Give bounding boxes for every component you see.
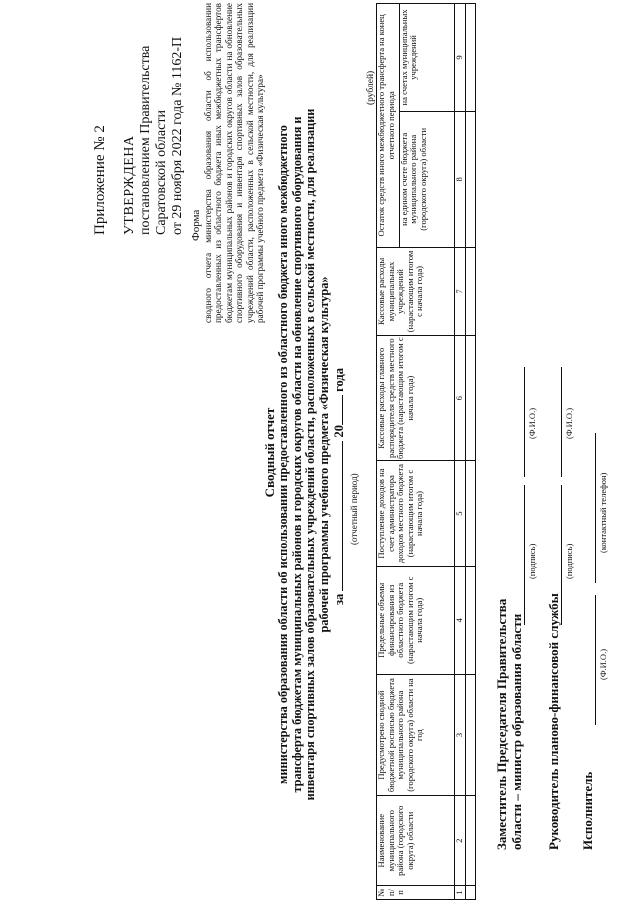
period-suffix: года — [332, 368, 346, 392]
table-cell[interactable] — [466, 885, 476, 899]
approval-line-3: от 29 ноября 2022 года № 1162-П — [170, 36, 185, 235]
approval-stamp — [92, 5, 186, 235]
table-cell[interactable] — [466, 674, 476, 796]
executor-phone-hint: (контактный телефон) — [598, 472, 608, 553]
executor-phone-line[interactable] — [595, 433, 596, 583]
year-blank[interactable] — [342, 395, 343, 425]
column-number: 7 — [454, 247, 466, 335]
header-expenses-institutions: Кассовые расходы муниципальных учреждений (нарастающим итогом с начала года) — [377, 247, 455, 335]
period-hint: (отчетный период) — [349, 473, 359, 545]
form-label: Форма — [190, 209, 202, 241]
column-number: 1 — [454, 885, 466, 899]
table-cell[interactable] — [466, 247, 476, 335]
finance-name-line[interactable] — [561, 367, 562, 477]
executor-name-line[interactable] — [595, 595, 596, 725]
column-number: 3 — [454, 674, 466, 796]
header-expenses-admin: Кассовые расходы главного распорядителя средств местного бюджета (нарастающим итогом с начала года) — [377, 336, 455, 461]
executor-title: Исполнитель — [580, 771, 595, 850]
executor-name-hint: (Ф.И.О.) — [598, 648, 608, 680]
table-header-row — [377, 4, 400, 900]
report-title: Сводный отчет — [262, 407, 277, 498]
reporting-period — [332, 285, 347, 605]
deputy-name-line[interactable] — [524, 367, 525, 477]
column-number: 9 — [454, 4, 466, 112]
deputy-signature-hint: (подпись) — [527, 543, 537, 579]
column-number: 8 — [454, 111, 466, 247]
column-number: 6 — [454, 336, 466, 461]
header-income: Поступление доходов на счет администратора доходов местного бюджета (нарастающим итогом с начала года) — [377, 461, 455, 567]
currency-note: (рублей) — [366, 70, 376, 105]
header-number: № п/п — [377, 885, 455, 899]
approval-line-2: Саратовской области — [154, 110, 169, 235]
table-cell[interactable] — [466, 4, 476, 112]
finance-signature-hint: (подпись) — [564, 543, 574, 579]
deputy-chairman-title — [494, 590, 524, 850]
column-number: 4 — [454, 566, 466, 674]
header-balance-single-account: на едином счете бюджета муниципального района (городского округа) области — [399, 111, 454, 247]
header-planned: Предусмотрено сводной бюджетной росписью бюджета муниципального района (городского округа) области на год — [377, 674, 455, 796]
report-table — [376, 3, 476, 900]
column-number: 2 — [454, 796, 466, 885]
table-cell[interactable] — [466, 796, 476, 885]
finance-head-title: Руководитель планово-финансовой службы — [546, 593, 561, 850]
approval-line-1: постановлением Правительства — [138, 45, 153, 235]
period-year-prefix: 20 — [332, 424, 346, 438]
form-description: сводного отчета министерства образования области об использовании предоставленных из областного бюджета иных межбюджетных трансфертов бюджетам муниципальных районов и городских округов области на обновление спортивного оборудования и инвентаря спортивных залов образовательных учреждений области, расположенных в сельской местности, для реализации рабочей программы учебного предмета «Физическая культура» — [203, 3, 266, 323]
report-heading: министерства образования области об использовании предоставленного из областного бюджета иного межбюджетного трансферта бюджетам муниципальных районов и городских округов области на обновление спортивного оборудования и инвентаря спортивных залов образовательных учреждений области, расположенных в сельской местности, для реализации рабочей программы учебного предмета «Физическая культура» — [276, 108, 331, 801]
deputy-line-1: Заместитель Председателя Правительства — [494, 598, 509, 850]
column-number-row — [454, 4, 466, 900]
table-row — [466, 4, 476, 900]
table-cell[interactable] — [466, 336, 476, 461]
deputy-signature-line[interactable] — [524, 485, 525, 625]
header-balance-institution-accounts: на счетах муниципальных учреждений — [399, 4, 454, 112]
finance-signature-line[interactable] — [561, 485, 562, 625]
header-district: Наименование муниципального района (городского округа) области — [377, 796, 455, 885]
header-balance: Остаток средств иного межбюджетного трансферта на конец отчетного периода — [377, 4, 400, 248]
appendix-number: Приложение № 2 — [92, 125, 108, 235]
table-cell[interactable] — [466, 461, 476, 567]
period-blank[interactable] — [342, 441, 343, 591]
deputy-line-2: области – министр образования области — [509, 613, 524, 850]
deputy-name-hint: (Ф.И.О.) — [527, 407, 537, 439]
column-number: 5 — [454, 461, 466, 567]
finance-name-hint: (Ф.И.О.) — [564, 407, 574, 439]
period-prefix: за — [332, 593, 346, 605]
table-cell[interactable] — [466, 566, 476, 674]
approved-label: УТВЕРЖДЕНА — [122, 135, 137, 235]
header-limits: Предельные объемы финансирования из областного бюджета (нарастающим итогом с начала года) — [377, 566, 455, 674]
table-cell[interactable] — [466, 111, 476, 247]
